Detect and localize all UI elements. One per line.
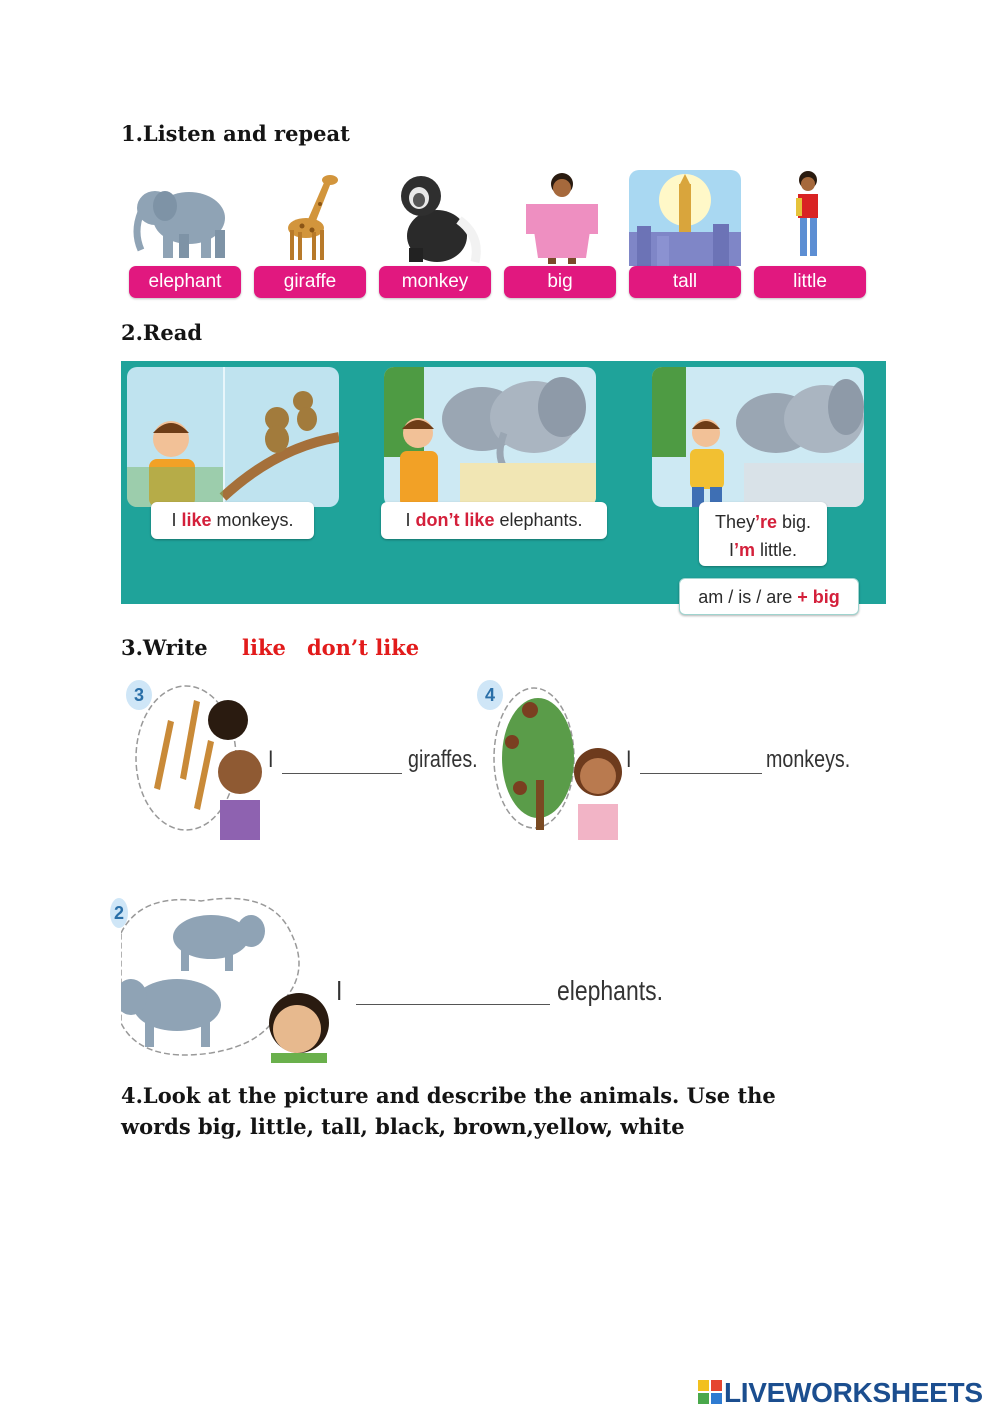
sentence-object: giraffes.	[408, 746, 478, 773]
section-4-heading-line-1: 4.Look at the picture and describe the animals. Use the	[121, 1083, 776, 1108]
scene-boy-elephants	[384, 367, 596, 507]
item-number-badge: 2	[110, 898, 128, 928]
vocab-card-giraffe	[254, 170, 366, 300]
scene-boy-big-elephants	[652, 367, 864, 507]
big-girl-icon	[504, 170, 616, 266]
speech-highlight: ’m	[733, 540, 755, 560]
vocab-card-elephant	[129, 170, 241, 300]
vocab-label: tall	[629, 266, 741, 298]
boy-big-elephants-picture	[652, 367, 864, 507]
vocab-card-monkey	[379, 170, 491, 300]
speech-text: I	[405, 510, 416, 530]
vocab-card-tall	[629, 170, 741, 300]
sentence-object: monkeys.	[766, 746, 851, 773]
speech-text: I	[728, 540, 734, 560]
little-girl-icon	[754, 170, 866, 266]
vocab-label: giraffe	[254, 266, 366, 298]
answer-blank-elephants[interactable]	[356, 975, 550, 1005]
vocab-card-big	[504, 170, 616, 300]
sentence-subject: I	[626, 746, 632, 773]
word-bank-like: like	[242, 635, 286, 660]
speech-line	[699, 536, 827, 564]
vocab-card-little	[754, 170, 866, 300]
elephant-icon	[129, 170, 241, 266]
speech-text: elephants.	[494, 510, 583, 530]
giraffes-thought-icon	[128, 680, 268, 840]
giraffe-icon	[254, 170, 366, 266]
speech-like-monkeys	[151, 502, 314, 539]
speech-text: I	[171, 510, 182, 530]
answer-blank-giraffes[interactable]	[282, 748, 402, 774]
section-4-heading-line-2: words big, little, tall, black, brown,yellow, white	[121, 1114, 685, 1139]
item-number-badge: 3	[126, 680, 152, 710]
sentence-subject: I	[336, 975, 343, 1006]
monkey-icon	[379, 170, 491, 266]
grammar-box	[679, 578, 859, 615]
speech-line	[699, 508, 827, 536]
elephants-thought-icon	[121, 893, 331, 1063]
answer-blank-monkeys[interactable]	[640, 748, 762, 774]
liveworksheets-logo-text[interactable]: LIVEWORKSHEETS	[724, 1377, 983, 1408]
grammar-text: am / is / are	[698, 587, 798, 607]
liveworksheets-logo-icon	[698, 1380, 722, 1404]
sentence-subject: I	[268, 746, 274, 773]
scene-boy-monkeys	[127, 367, 339, 507]
speech-text: little.	[755, 540, 798, 560]
word-bank	[242, 635, 419, 660]
speech-highlight: don’t like	[415, 510, 495, 530]
speech-dont-like-elephants	[381, 502, 607, 539]
speech-highlight: like	[181, 510, 212, 530]
vocab-label: monkey	[379, 266, 491, 298]
section-2-heading: 2.Read	[121, 320, 203, 345]
vocab-label: big	[504, 266, 616, 298]
section-1-heading: 1.Listen and repeat	[121, 121, 350, 146]
vocab-label: little	[754, 266, 866, 298]
speech-text: big.	[777, 512, 812, 532]
sentence-object: elephants.	[557, 975, 663, 1006]
speech-theyre-big	[699, 502, 827, 566]
grammar-highlight: + big	[797, 587, 840, 607]
speech-text: monkeys.	[211, 510, 294, 530]
read-panel	[121, 361, 886, 607]
word-bank-dont-like: don’t like	[306, 635, 420, 660]
item-number-badge: 4	[477, 680, 503, 710]
vocab-label: elephant	[129, 266, 241, 298]
boy-monkeys-picture	[127, 367, 339, 507]
tall-tower-icon	[629, 170, 741, 266]
boy-elephants-picture	[384, 367, 596, 507]
speech-highlight: ’re	[754, 512, 778, 532]
section-3-heading: 3.Write	[121, 635, 208, 660]
speech-text: They	[714, 512, 755, 532]
monkeys-thought-icon	[490, 680, 630, 840]
